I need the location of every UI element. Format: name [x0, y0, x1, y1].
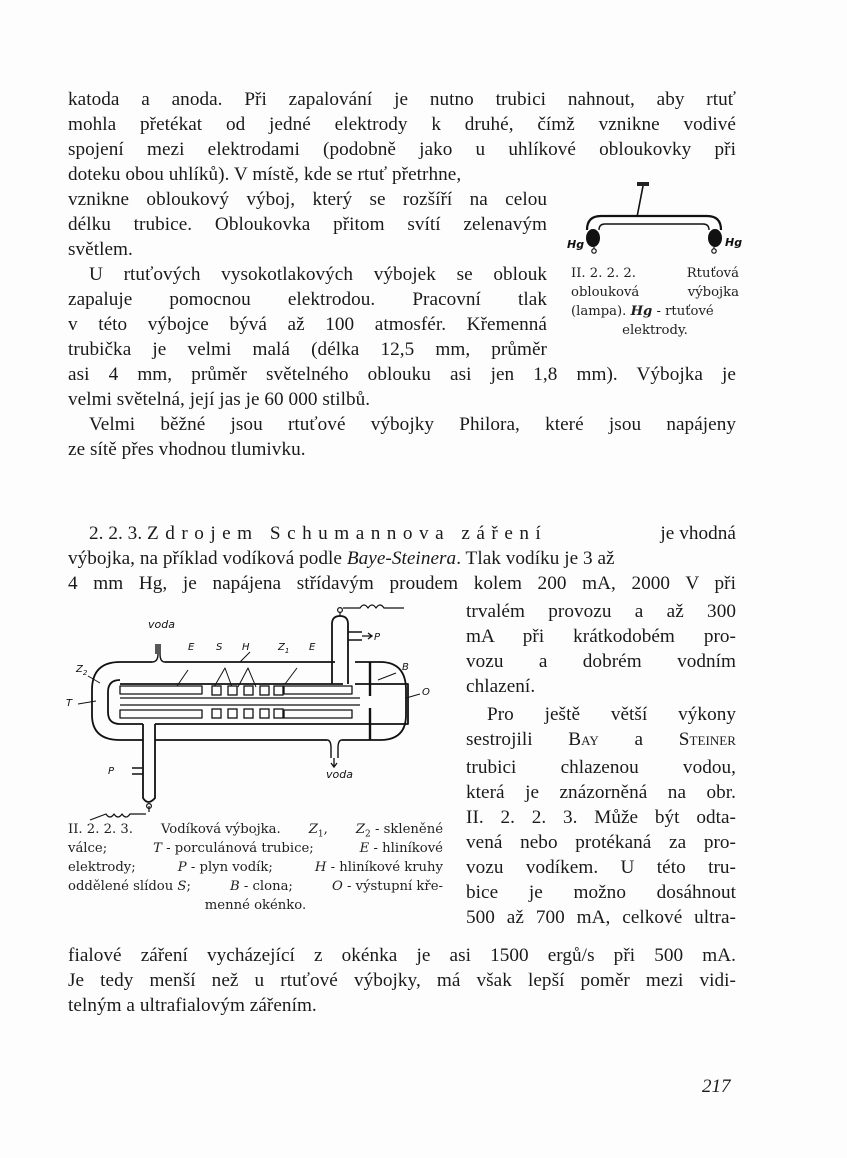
figure2-caption-line: II. 2. 2. 3. Vodíková výbojka. $Z_1$, $Z_2$ - skleněné: [68, 820, 443, 845]
text-line: výbojka, na příklad vodíková podle Baye-Steinera. Tlak vodíku je 3 až: [68, 548, 615, 569]
electrode-right-lower: [284, 710, 352, 718]
label-P-left: P: [108, 766, 115, 777]
text-line: U rtuťových vysokotlakových výbojek se oblouk: [89, 264, 547, 285]
text-line: Velmi běžné jsou rtuťové výbojky Philora, které jsou napájeny: [89, 414, 736, 435]
text-line: katoda a anoda. Při zapalování je nutno trubici nahnout, aby rtuť: [68, 89, 736, 110]
text-line: světlem.: [68, 239, 133, 260]
figure2-caption-line: elektrody; P - plyn vodík; H - hliníkové kruhy: [68, 860, 443, 875]
author-reference: Baye-Steinera: [346, 548, 457, 569]
wire-coil-top: [340, 605, 404, 616]
section-title: Zdrojem Schumannova záření: [147, 523, 548, 544]
label-B: B: [402, 662, 409, 673]
label-voda-bottom: voda: [326, 768, 353, 781]
figure1-caption-line: (lampa). Hg - rtuťové: [571, 304, 714, 319]
aluminum-rings: [212, 686, 283, 718]
electrode-left: [120, 686, 202, 694]
author-name: Bay: [568, 729, 599, 750]
text-line: trvalém provozu a až 300: [466, 601, 736, 622]
text-line: Je tedy menší než u rtuťové výbojky, má však lepší poměr mezi vidi-: [68, 970, 736, 991]
arrow-water-out: [331, 758, 337, 767]
text-line: zapaluje pomocnou elektrodou. Pracovní tlak: [68, 289, 547, 310]
text-line: trubička je velmi malá (délka 12,5 mm, průměr: [68, 339, 547, 360]
text-line: telným a ultrafialovým zářením.: [68, 995, 317, 1016]
water-inlet: [152, 644, 165, 662]
figure1-caption-line: elektrody.: [622, 323, 688, 338]
label-E-left: E: [188, 642, 195, 653]
text-line: Pro ještě větší výkony: [487, 704, 736, 725]
section-heading-line: 2. 2. 3. Zdrojem Schumannova záření je vhodná: [89, 523, 736, 544]
electrode-right: [284, 686, 352, 694]
text-line: trubici chlazenou vodou,: [466, 757, 736, 778]
figure2-caption-line: válce; T - porculánová trubice; E - hliníkové: [68, 841, 443, 856]
label-T: T: [66, 698, 73, 709]
text-line: 4 mm Hg, je napájena střídavým proudem kolem 200 mA, 2000 V při: [68, 573, 736, 594]
text-line: vozu vodíkem. U této tru-: [466, 857, 736, 878]
figure2-caption-line: oddělené slídou S; B - clona; O - výstupní kře-: [68, 879, 443, 894]
label-hg-left: Hg: [567, 238, 585, 251]
text-line: ze sítě přes vhodnou tlumivku.: [68, 439, 306, 460]
figure2-number: II. 2. 2. 3.: [68, 822, 133, 837]
electrode-left-lower: [120, 710, 202, 718]
terminal-left: [592, 249, 596, 253]
author-name: Steiner: [678, 729, 736, 750]
arrow-gas-out: [362, 633, 372, 639]
label-O: O: [422, 687, 430, 698]
label-P-top: P: [374, 632, 381, 643]
mercury-electrode-left: [586, 229, 600, 247]
text-line: která je znázorněná na obr.: [466, 782, 736, 803]
section-number: 2. 2. 3.: [89, 523, 143, 544]
label-hg-right: Hg: [725, 236, 743, 249]
label-Z2: $Z_2$: [76, 664, 88, 677]
gas-outlet-tube: [332, 616, 348, 684]
gas-inlet-tube: [143, 724, 155, 802]
figure1-caption-line: oblouková výbojka: [571, 285, 739, 300]
text-line: doteku obou uhlíků). V místě, kde se rtuť přetrhne,: [68, 164, 462, 185]
text-line: velmi světelná, její jas je 60 000 stilbů.: [68, 389, 371, 410]
suspension-hook: [637, 182, 649, 186]
suspension-wire: [637, 186, 643, 217]
text-line: spojení mezi elektrodami (podobně jako u uhlíkové obloukovky při: [68, 139, 736, 160]
text-line: délku trubice. Obloukovka přitom svítí zelenavým: [68, 214, 547, 235]
text-line: chlazení.: [466, 676, 536, 697]
label-H: H: [242, 642, 250, 653]
label-S: S: [216, 642, 223, 653]
text-line: asi 4 mm, průměr světelného oblouku asi jen 1,8 mm). Výbojka je: [68, 364, 736, 385]
figure1-caption-line: II. 2. 2. 2. Rtuťová: [571, 266, 739, 281]
text-line: bice je možno dosáhnout: [466, 882, 736, 903]
text-line: 500 až 700 mA, celkové ultra-: [466, 907, 736, 928]
text-line: vená nebo protékaná za pro-: [466, 832, 736, 853]
figure2-caption-line: menné okénko.: [204, 898, 307, 913]
text-line: vznikne obloukový výboj, který se rozšíří na celou: [68, 189, 547, 210]
text-line: v této výbojce bývá až 100 atmosfér. Křemenná: [68, 314, 547, 335]
text-line: II. 2. 2. 3. Může být odta-: [466, 807, 736, 828]
text-line: mohla přetékat od jedné elektrody k druhé, čímž vznikne vodivé: [68, 114, 736, 135]
hg-symbol: Hg: [630, 304, 653, 319]
water-outlet: [327, 740, 342, 758]
text-line: fialové záření vycházející z okénka je asi 1500 ergů/s při 500 mA.: [68, 945, 736, 966]
mercury-electrode-right: [708, 229, 722, 247]
lamp-tube: [587, 216, 721, 230]
label-E-right: E: [309, 642, 316, 653]
text-line: mA při krátkodobém pro-: [466, 626, 736, 647]
figure1-number: II. 2. 2. 2.: [571, 266, 636, 281]
text-line: vozu a dobrém vodním: [466, 651, 736, 672]
terminal-right: [712, 249, 716, 253]
label-Z1: $Z_1$: [278, 642, 290, 655]
figure-hydrogen-discharge-tube: [60, 600, 450, 815]
text-line: sestrojili Bay a Steiner: [466, 729, 736, 750]
outer-glass-cylinder: [92, 662, 406, 740]
label-voda-top: voda: [148, 618, 175, 631]
page-number: 217: [702, 1076, 731, 1097]
wire-coil-bottom: [90, 806, 149, 820]
figure-mercury-arc-lamp: [565, 180, 745, 260]
